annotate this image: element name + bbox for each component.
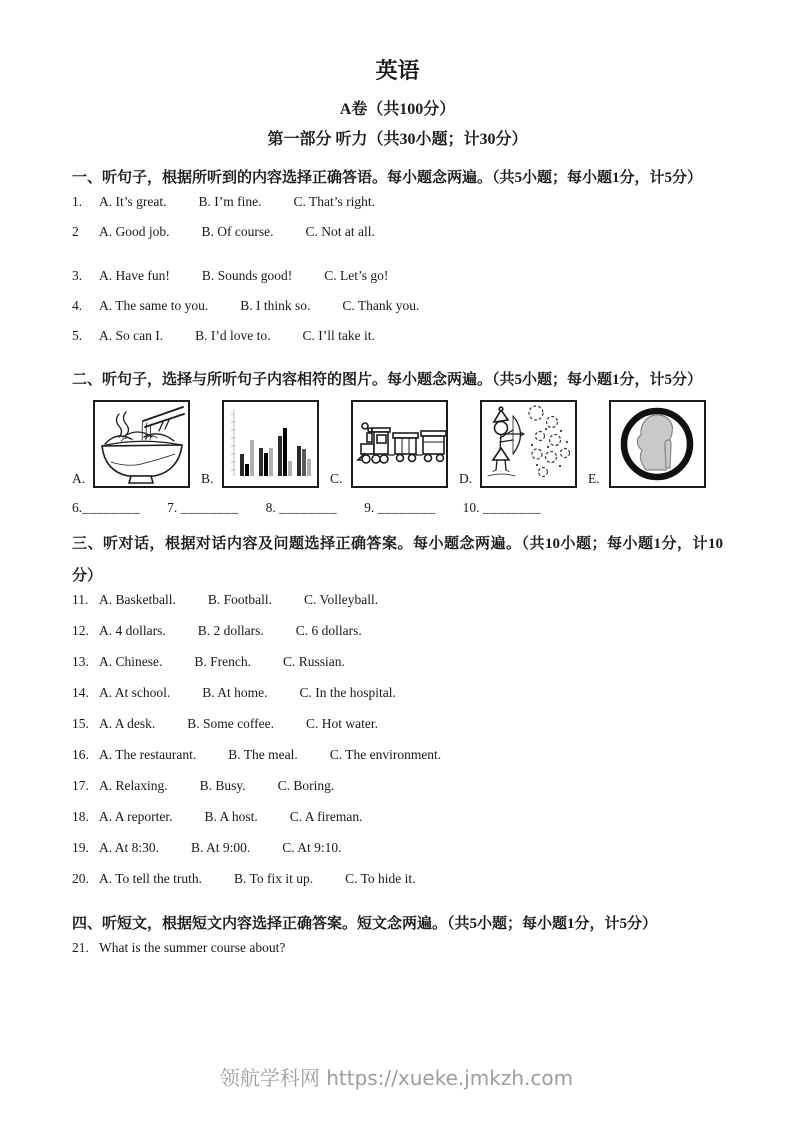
option: B. Sounds good! [201,268,293,283]
option: A. Good job. [99,224,170,239]
question-row [72,268,723,298]
option: C. I’ll take it. [302,328,375,343]
option: A. The same to you. [99,298,209,313]
picture-label: D. [459,471,473,486]
section-1-heading: 一、听句子，根据所听到的内容选择正确答语。每小题念两遍。（共5小题；每小题1分，计5分） [72,170,703,186]
question-row [72,298,723,328]
site-watermark: 领航学科网 https://xueke.jmkzh.com [219,1066,574,1090]
option: A. Basketball. [99,592,176,607]
picture-frame [222,400,319,488]
question-number: 13. [72,654,89,669]
option: B. Of course. [201,224,274,239]
picture-option-d [459,400,577,488]
question-number: 16. [72,747,89,762]
option: B. 2 dollars. [197,623,264,638]
question-number: 12. [72,623,89,638]
question-row [72,623,723,654]
picture-option-e [588,400,706,488]
question-number: 20. [72,871,89,886]
section-2-heading: 二、听句子，选择与所听句子内容相符的图片。每小题念两遍。（共5小题；每小题1分，计5分） [72,372,703,388]
option: C. Not at all. [305,224,375,239]
question-row [72,778,723,809]
option: C. A fireman. [289,809,363,824]
question-row [72,871,723,902]
option: B. The meal. [228,747,298,762]
picture-frame [351,400,448,488]
option: B. French. [194,654,251,669]
question-number: 2 [72,224,79,239]
option: A. A reporter. [99,809,173,824]
picture-options-row [72,400,723,488]
section-4-heading: 四、听短文，根据短文内容选择正确答案。短文念两遍。（共5小题；每小题1分，计5分） [72,916,658,932]
question-number: 4. [72,298,83,313]
option: A. To tell the truth. [99,871,203,886]
quiet-sign-icon [611,402,704,486]
question-row [72,194,723,224]
option: C. Boring. [277,778,335,793]
question-number: 19. [72,840,89,855]
option: C. To hide it. [345,871,416,886]
option: A. Relaxing. [99,778,168,793]
picture-label: E. [588,471,600,486]
option: B. To fix it up. [234,871,314,886]
answer-blank[interactable]: 7. ________ [167,500,239,515]
question-number: 1. [72,194,83,209]
question-row [72,328,723,358]
option: C. In the hospital. [299,685,396,700]
option: B. Some coffee. [187,716,274,731]
option: B. At 9:00. [191,840,251,855]
option: A. The restaurant. [99,747,197,762]
option: B. A host. [204,809,258,824]
picture-frame [480,400,577,488]
answer-blank[interactable]: 10. ________ [462,500,541,515]
question-row [72,224,723,254]
question-row [72,592,723,623]
picture-option-b [201,400,319,488]
option: C. That’s right. [293,194,375,209]
question-row [72,747,723,778]
option: A. So can I. [99,328,164,343]
option: C. The environment. [329,747,442,762]
option: A. Chinese. [99,654,163,669]
question-number: 11. [72,592,89,607]
option: A. 4 dollars. [99,623,166,638]
option: C. At 9:10. [282,840,342,855]
section-3-heading: 三、听对话，根据对话内容及问题选择正确答案。每小题念两遍。（共10小题；每小题1分，计10分） [72,536,723,584]
answer-blanks-row [72,500,723,522]
question-number: 3. [72,268,83,283]
picture-label: B. [201,471,214,486]
option: C. Thank you. [342,298,420,313]
option: B. At home. [202,685,268,700]
picture-label: C. [330,471,343,486]
picture-option-c [330,400,448,488]
option: B. I think so. [240,298,311,313]
paper-subtitle: A卷（共100分） [339,101,456,118]
option: C. Russian. [283,654,345,669]
question-number: 5. [72,328,83,343]
answer-blank[interactable]: 9. ________ [364,500,436,515]
answer-blank[interactable]: 6.________ [72,500,141,515]
noodle-bowl-icon [95,402,188,486]
page-title: 英语 [375,58,420,83]
question-row [72,716,723,747]
question-row [72,809,723,840]
option: B. I’m fine. [198,194,262,209]
option: C. Volleyball. [304,592,379,607]
question-row [72,685,723,716]
picture-option-a [72,400,190,488]
question-number: 17. [72,778,89,793]
question-number: 15. [72,716,89,731]
option: B. I’d love to. [195,328,271,343]
question-number: 21. [72,940,89,955]
question-number: 18. [72,809,89,824]
question-row [72,840,723,871]
option: B. Football. [207,592,273,607]
option: A. At school. [99,685,171,700]
toy-train-icon [353,402,446,486]
question-text: What is the summer course about? [99,940,286,955]
archer-germs-icon [482,402,575,486]
option: C. 6 dollars. [295,623,362,638]
picture-frame [609,400,706,488]
option: C. Let’s go! [324,268,389,283]
picture-label: A. [72,471,86,486]
question-row [72,654,723,685]
option: A. It’s great. [99,194,167,209]
bar-chart-icon [224,402,317,486]
option: A. At 8:30. [99,840,160,855]
option: A. Have fun! [99,268,170,283]
option: C. Hot water. [306,716,378,731]
question-row [72,940,723,970]
option: B. Busy. [199,778,246,793]
part-title: 第一部分 听力（共30小题；计30分） [267,131,528,148]
picture-frame [93,400,190,488]
question-number: 14. [72,685,89,700]
answer-blank[interactable]: 8. ________ [265,500,338,515]
option: A. A desk. [99,716,156,731]
